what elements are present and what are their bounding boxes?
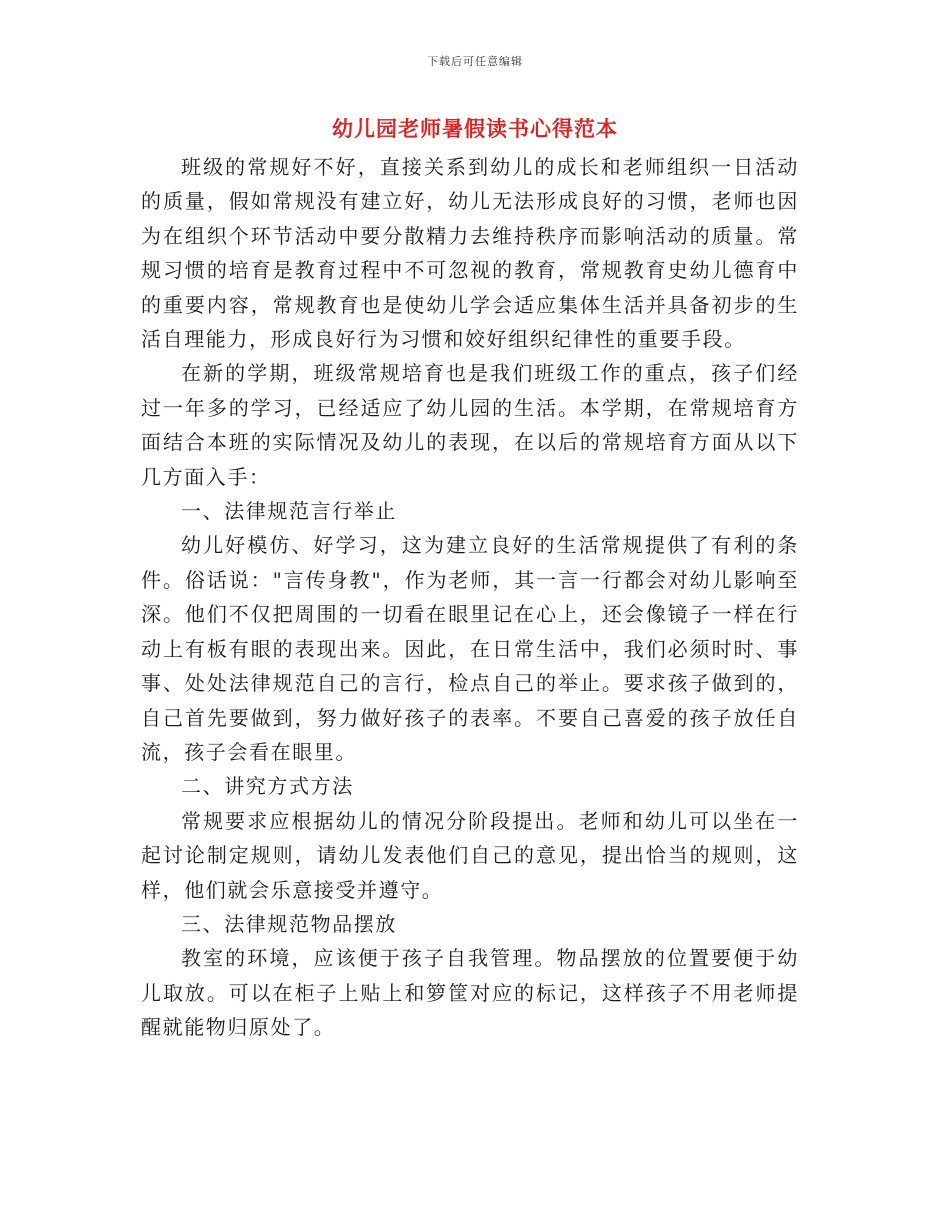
paragraph: 班级的常规好不好，直接关系到幼儿的成长和老师组织一日活动的质量，假如常规没有建立好，幼儿无法形成良好的习惯，老师也因为在组织个环节活动中要分散精力去维持秩序而影响活动的质量。常规习惯的培育是教育过程中不可忽视的教育，常规教育史幼儿德育中的重要内容，常规教育也是使幼儿学会适应集体生活并具备初步的生活自理能力，形成良好行为习惯和姣好组织纪律性的重要手段。 [141,155,799,352]
section-heading: 三、法律规范物品摆放 [181,911,397,936]
section-heading: 二、讲究方式方法 [181,774,354,799]
paragraph: 在新的学期，班级常规培育也是我们班级工作的重点，孩子们经过一年多的学习，已经适应了幼儿园的生活。本学期，在常规培育方面结合本班的实际情况及幼儿的表现，在以后的常规培育方面从以下几方面入手： [141,361,799,489]
document-title: 幼儿园老师暑假读书心得范本 [332,116,618,141]
paragraph: 幼儿好模仿、好学习，这为建立良好的生活常规提供了有利的条件。俗话说："言传身教"，作为老师，其一言一行都会对幼儿影响至深。他们不仅把周围的一切看在眼里记在心上，还会像镜子一样在行动上有板有眼的表现出来。因此，在日常生活中，我们必须时时、事事、处处法律规范自己的言行，检点自己的举止。要求孩子做到的，自己首先要做到，努力做好孩子的表率。不要自己喜爱的孩子放任自流，孩子会看在眼里。 [141,533,799,764]
section-heading: 一、法律规范言行举止 [181,499,397,524]
paragraph: 常规要求应根据幼儿的情况分阶段提出。老师和幼儿可以坐在一起讨论制定规则，请幼儿发表他们自己的意见，提出恰当的规则，这样，他们就会乐意接受并遵守。 [141,808,799,902]
paragraph: 教室的环境，应该便于孩子自我管理。物品摆放的位置要便于幼儿取放。可以在柜子上贴上和箩筐对应的标记，这样孩子不用老师提醒就能物归原处了。 [141,946,799,1040]
document-body [141,150,799,1045]
header-note: 下载后可任意编辑 [427,55,523,68]
